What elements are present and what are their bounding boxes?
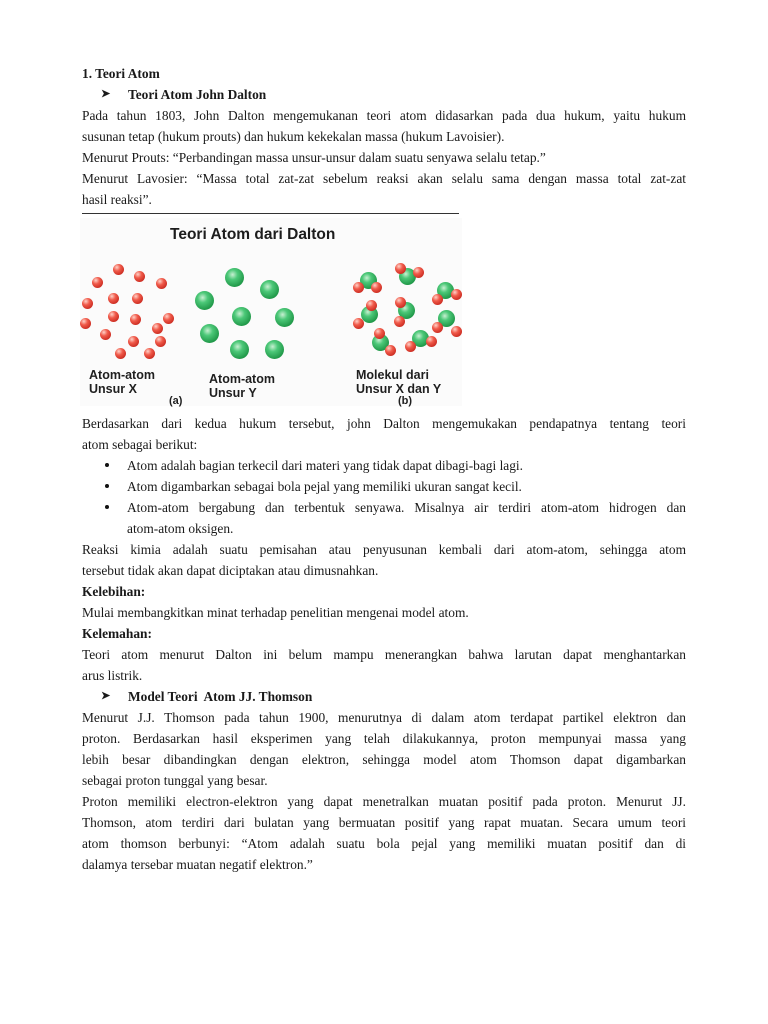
list-item-text: Atom-atom bergabung dan terbentuk senyawa. Misalnya air terdiri atom-atom hidrogen dan — [127, 500, 686, 515]
text-line: Pada tahun 1803, John Dalton mengemukanan teori atom didasarkan pada dua hukum, yaitu hukum — [82, 108, 686, 123]
red-atom-icon — [353, 282, 364, 293]
list-item-text: Atom digambarkan sebagai bola pejal yang memiliki ukuran sangat kecil. — [127, 479, 522, 494]
weakness-label: Kelemahan: — [82, 626, 152, 641]
text-line: lebih besar dibandingkan dengan elektron, sehingga model atom Thomson dapat digambarkan — [82, 752, 686, 767]
text-line: sebagai proton tunggal yang besar. — [82, 773, 268, 788]
label-line: Atom-atom — [209, 372, 275, 386]
label-line: Unsur X dan Y — [356, 382, 442, 396]
dalton-conclusion — [82, 413, 686, 455]
text-line: atom sebagai berikut: — [82, 437, 198, 452]
red-atom-icon — [134, 271, 145, 282]
red-atom-icon — [432, 294, 443, 305]
text-line: Reaksi kimia adalah suatu pemisahan atau penyusunan kembali dari atom-atom, sehingga atom — [82, 542, 686, 557]
red-atom-icon — [144, 348, 155, 359]
horizontal-rule — [82, 213, 459, 214]
text-line: Thomson, atom terdiri dari bulatan yang bermuatan positif yang rapat muatan. Secara umum teori — [82, 815, 686, 830]
green-atom-icon — [200, 324, 219, 343]
label-unsur-y — [209, 372, 275, 400]
red-atom-icon — [80, 318, 91, 329]
subheading-thomson-text: Model Teori Atom JJ. Thomson — [128, 689, 313, 704]
tag-b: (b) — [398, 395, 413, 407]
text-line: dalamya tersebar muatan negatif elektron.” — [82, 857, 313, 872]
red-atom-icon — [385, 345, 396, 356]
green-atom-icon — [275, 308, 294, 327]
subheading-dalton — [82, 84, 686, 105]
green-atom-icon — [265, 340, 284, 359]
label-unsur-x — [89, 368, 155, 396]
text-line: proton. Berdasarkan hasil eksperimen yang telah dilakukannya, proton mempunyai massa yang — [82, 731, 686, 746]
list-item — [82, 476, 686, 497]
label-line: Unsur X — [89, 382, 137, 396]
label-line: Unsur Y — [209, 386, 257, 400]
dot-icon — [105, 463, 109, 467]
document-page — [82, 63, 686, 875]
red-atom-icon — [156, 278, 167, 289]
thomson-paragraph-2 — [82, 791, 686, 875]
list-item — [82, 497, 686, 539]
text-line: tersebut tidak akan dapat diciptakan atau dimusnahkan. — [82, 563, 379, 578]
subheading-dalton-text: Teori Atom John Dalton — [128, 87, 267, 102]
red-atom-icon — [163, 313, 174, 324]
dalton-figure — [80, 218, 462, 406]
text-line: Proton memiliki electron-elektron yang dapat menetralkan muatan positif pada proton. Menurut JJ. — [82, 794, 686, 809]
text-line: Menurut J.J. Thomson pada tahun 1900, menurutnya di dalam atom terdapat partikel elektron dan — [82, 710, 686, 725]
text-line: Berdasarkan dari kedua hukum tersebut, john Dalton mengemukakan pendapatnya tentang teori — [82, 416, 686, 431]
green-atom-icon — [260, 280, 279, 299]
green-atom-icon — [230, 340, 249, 359]
red-atom-icon — [155, 336, 166, 347]
dot-icon — [105, 505, 109, 509]
arrowhead-right-icon: ➤ — [101, 88, 111, 100]
red-atom-icon — [413, 267, 424, 278]
tag-a: (a) — [169, 395, 183, 407]
red-atom-icon — [100, 329, 111, 340]
red-atom-icon — [152, 323, 163, 334]
red-atom-icon — [451, 326, 462, 337]
text-line: arus listrik. — [82, 668, 143, 683]
red-atom-icon — [374, 328, 385, 339]
red-atom-icon — [113, 264, 124, 275]
label-line: Molekul dari — [356, 368, 429, 382]
arrowhead-right-icon: ➤ — [101, 690, 111, 702]
red-atom-icon — [108, 311, 119, 322]
red-atom-icon — [371, 282, 382, 293]
dalton-intro — [82, 105, 686, 147]
subheading-thomson — [82, 686, 686, 707]
dot-icon — [105, 484, 109, 488]
red-atom-icon — [130, 314, 141, 325]
red-atom-icon — [82, 298, 93, 309]
thomson-paragraph-1 — [82, 707, 686, 791]
red-atom-icon — [405, 341, 416, 352]
list-item-text: atom-atom oksigen. — [127, 521, 234, 536]
label-molekul-xy — [356, 368, 441, 396]
figure-title: Teori Atom dari Dalton — [170, 226, 336, 243]
list-item-text: Atom adalah bagian terkecil dari materi yang tidak dapat dibagi-bagi lagi. — [127, 458, 523, 473]
red-atom-icon — [395, 263, 406, 274]
red-atom-icon — [395, 297, 406, 308]
red-atom-icon — [451, 289, 462, 300]
red-atom-icon — [353, 318, 364, 329]
weakness-text — [82, 644, 686, 686]
green-atom-icon — [225, 268, 244, 287]
text-line: hasil reaksi”. — [82, 192, 152, 207]
red-atom-icon — [394, 316, 405, 327]
red-atom-icon — [132, 293, 143, 304]
reaction-paragraph — [82, 539, 686, 581]
list-item — [82, 455, 686, 476]
prouts-quote: Menurut Prouts: “Perbandingan massa unsur-unsur dalam suatu senyawa selalu tetap.” — [82, 150, 546, 165]
red-atom-icon — [108, 293, 119, 304]
red-atom-icon — [115, 348, 126, 359]
red-atom-icon — [432, 322, 443, 333]
green-atom-icon — [195, 291, 214, 310]
green-atom-icon — [232, 307, 251, 326]
advantage-text: Mulai membangkitkan minat terhadap penelitian mengenai model atom. — [82, 605, 469, 620]
red-atom-icon — [92, 277, 103, 288]
red-atom-icon — [366, 300, 377, 311]
dalton-postulates-list — [82, 455, 686, 539]
red-atom-icon — [128, 336, 139, 347]
text-line: susunan tetap (hukum prouts) dan hukum kekekalan massa (hukum Lavoisier). — [82, 129, 505, 144]
text-line: atom thomson berbunyi: “Atom adalah suatu bola pejal yang memiliki muatan positif dan di — [82, 836, 686, 851]
section-title: 1. Teori Atom — [82, 66, 160, 81]
red-atom-icon — [426, 336, 437, 347]
text-line: Menurut Lavosier: “Massa total zat-zat sebelum reaksi akan selalu sama dengan massa total zat-zat — [82, 171, 686, 186]
text-line: Teori atom menurut Dalton ini belum mampu menerangkan bahwa larutan dapat menghantarkan — [82, 647, 686, 662]
advantage-label: Kelebihan: — [82, 584, 146, 599]
lavoisier-quote — [82, 168, 686, 210]
label-line: Atom-atom — [89, 368, 155, 382]
